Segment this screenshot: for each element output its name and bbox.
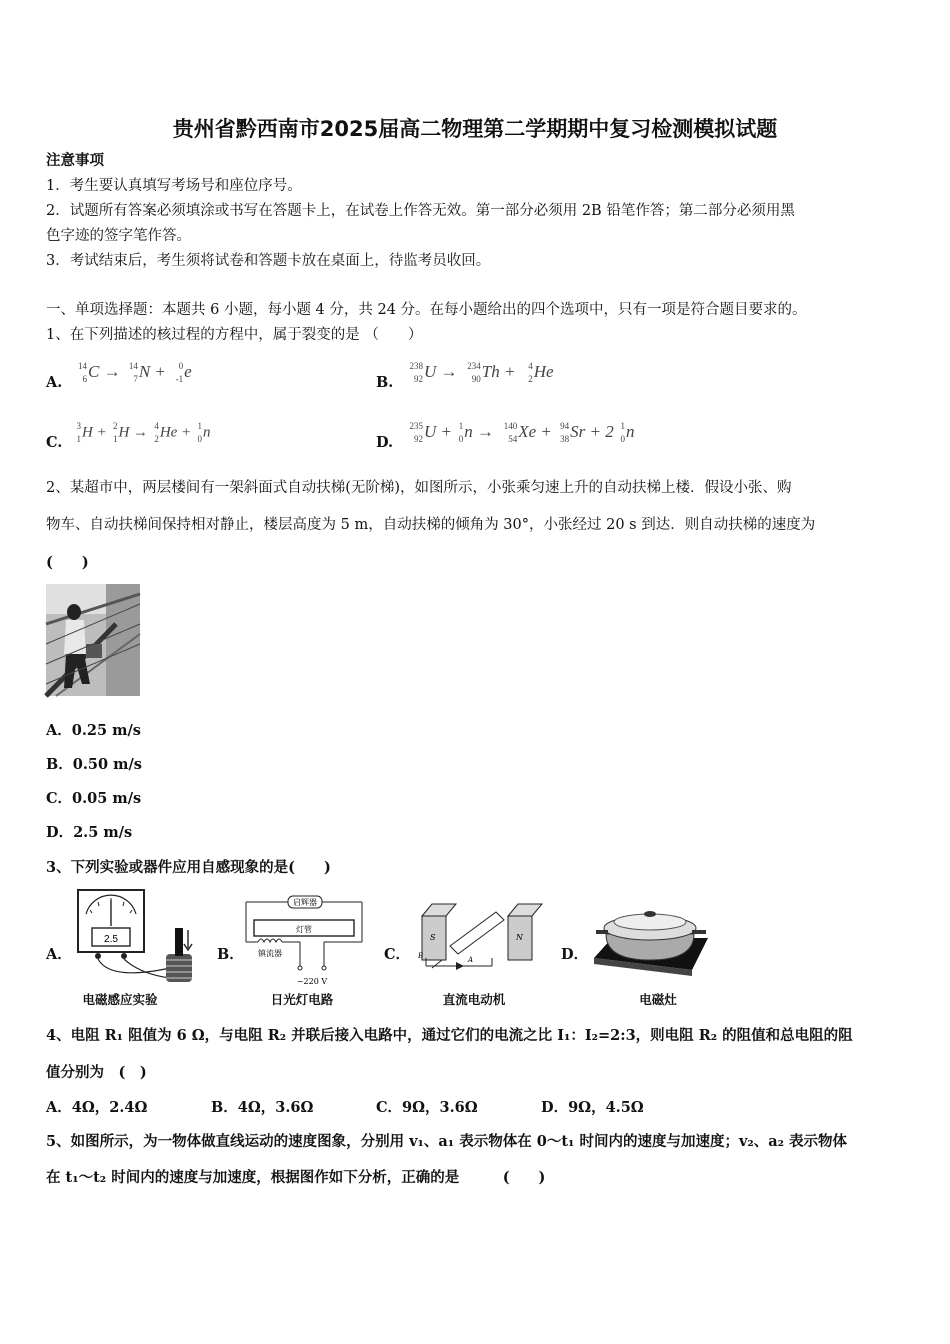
q4-option-a: A．4Ω，2.4Ω xyxy=(46,1099,148,1116)
q1-option-b-formula: 238 92 U → 234 90 Th + 4 2 He xyxy=(409,361,554,385)
q1-option-d-formula: 235 92 U + 1 0 n → 140 54 Xe + 94 38 Sr + 2 1 0 n xyxy=(409,421,635,445)
q1-option-a-label: A. xyxy=(46,374,63,391)
svg-text:N: N xyxy=(516,933,523,942)
svg-text:灯管: 灯管 xyxy=(296,925,312,934)
section-heading: 一、单项选择题：本题共 6 小题，每小题 4 分，共 24 分。在每小题给出的四个选项中，只有一项是符合题目要求的。 xyxy=(46,302,807,318)
svg-text:镇流器: 镇流器 xyxy=(258,949,282,958)
dc-motor-caption: 直流电动机 xyxy=(442,992,506,1007)
notice-heading: 注意事项 xyxy=(46,152,104,169)
q2-option-a: A．0.25 m/s xyxy=(46,722,141,739)
question-5-line-1: 5、如图所示，为一物体做直线运动的速度图象，分别用 v₁、a₁ 表示物体在 0～t₁ 时间内的速度与加速度；v₂、a₂ 表示物体 xyxy=(46,1133,848,1150)
q1-option-a-formula: 14 6 C → 14 7 N + 0 -1 e xyxy=(78,361,192,385)
svg-text:2.5: 2.5 xyxy=(104,934,118,945)
svg-text:A: A xyxy=(468,956,474,964)
induction-cooker-figure xyxy=(592,900,710,986)
question-4-line-2: 值分别为 ( ) xyxy=(46,1064,147,1081)
q3-option-a-label: A． xyxy=(46,946,72,963)
q3-option-d-label: D． xyxy=(561,946,589,963)
notice-item-2: 2．试题所有答案必须填涂或书写在答题卡上，在试卷上作答无效。第一部分必须用 2B 铅笔作答；第二部分必须用黑 xyxy=(46,203,795,219)
notice-item-3: 3．考试结束后，考生须将试卷和答题卡放在桌面上，待监考员收回。 xyxy=(46,253,491,269)
em-induction-caption: 电磁感应实验 xyxy=(82,992,158,1007)
q2-option-b: B．0.50 m/s xyxy=(46,756,142,773)
question-5-line-2: 在 t₁～t₂ 时间内的速度与加速度，根据图作如下分析，正确的是 ( ) xyxy=(46,1169,546,1186)
q3-option-c-label: C． xyxy=(384,946,411,963)
page-title: 贵州省黔西南市2025届高二物理第二学期期中复习检测模拟试题 xyxy=(172,117,778,141)
svg-text:启辉器: 启辉器 xyxy=(293,898,317,907)
dc-motor-figure xyxy=(412,890,542,986)
notice-item-2-cont: 色字迹的签字笔作答。 xyxy=(46,228,191,244)
q1-option-d-label: D. xyxy=(376,434,394,451)
escalator-photo xyxy=(46,584,140,696)
question-3-stem: 3、下列实验或器件应用自感现象的是( ) xyxy=(46,859,331,876)
question-2-line-3: ( ) xyxy=(46,554,89,571)
fluorescent-circuit-caption: 日光灯电路 xyxy=(270,992,334,1007)
question-2-line-2: 物车、自动扶梯间保持相对静止，楼层高度为 5 m，自动扶梯的倾角为 30°，小张经过 20 s 到达．则自动扶梯的速度为 xyxy=(46,517,816,533)
svg-text:~220 V: ~220 V xyxy=(296,977,328,986)
notice-item-1: 1．考生要认真填写考场号和座位序号。 xyxy=(46,178,302,194)
q3-option-b-label: B． xyxy=(217,946,244,963)
q2-option-c: C．0.05 m/s xyxy=(46,790,142,807)
q1-option-c-formula: 3 1 H + 2 1 H → 4 2 He + 1 0 n xyxy=(76,421,211,444)
svg-text:B: B xyxy=(418,952,424,960)
em-induction-figure xyxy=(70,886,200,986)
question-1-stem: 1、在下列描述的核过程的方程中，属于裂变的是 （ ） xyxy=(46,327,423,343)
question-2-line-1: 2、某超市中，两层楼间有一架斜面式自动扶梯(无阶梯)，如图所示，小张乘匀速上升的自动扶梯上楼．假设小张、购 xyxy=(46,480,792,496)
q4-option-b: B．4Ω，3.6Ω xyxy=(211,1099,314,1116)
induction-cooker-caption: 电磁灶 xyxy=(639,992,677,1007)
question-4-line-1: 4、电阻 R₁ 阻值为 6 Ω，与电阻 R₂ 并联后接入电路中，通过它们的电流之比 I₁：I₂=2:3，则电阻 R₂ 的阻值和总电阻的阻 xyxy=(46,1027,853,1044)
q2-option-d: D．2.5 m/s xyxy=(46,824,133,841)
q4-option-c: C．9Ω，3.6Ω xyxy=(376,1099,478,1116)
fluorescent-circuit-figure xyxy=(240,894,368,986)
q1-option-c-label: C. xyxy=(46,434,63,451)
q1-option-b-label: B. xyxy=(376,374,394,391)
q4-option-d: D．9Ω，4.5Ω xyxy=(541,1099,644,1116)
svg-text:S: S xyxy=(430,933,436,942)
